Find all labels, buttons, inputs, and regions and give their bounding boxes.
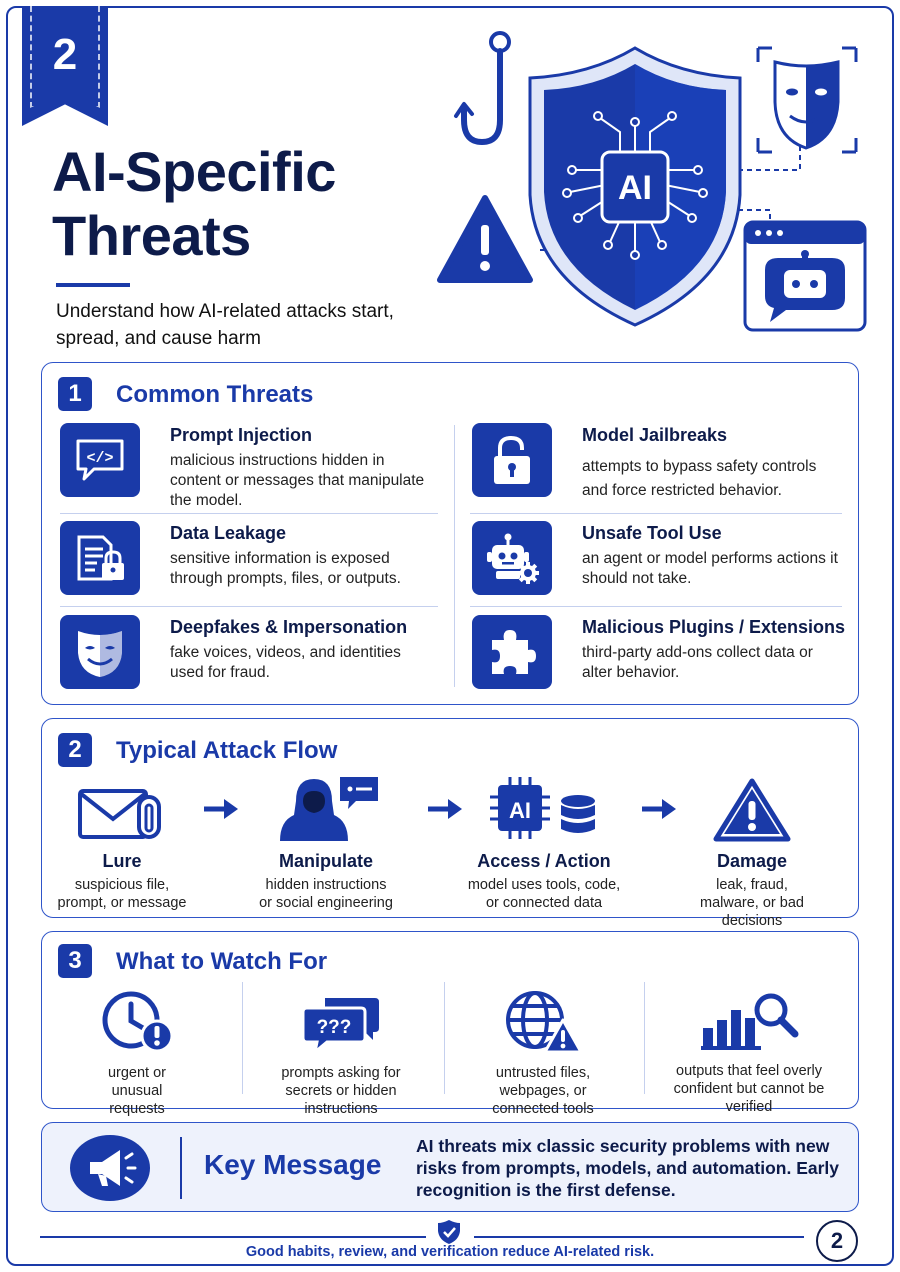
key-message-divider: [180, 1137, 182, 1199]
section-number: 1: [58, 377, 92, 411]
hero-illustration: [430, 20, 880, 340]
threat-name: Unsafe Tool Use: [582, 523, 722, 543]
common-threats-panel: [41, 362, 859, 705]
flow-step-description: model uses tools, code, or connected data: [467, 877, 621, 911]
envelope-attachment-icon: [77, 783, 167, 843]
watch-item-description: prompts asking for secrets or hidden instructions: [281, 1065, 401, 1117]
globe-warning-icon: [503, 990, 583, 1054]
key-message-panel: [41, 1122, 859, 1212]
threat-name: Data Leakage: [170, 523, 287, 543]
row-divider: [60, 513, 438, 514]
threat-name: Prompt Injection: [170, 425, 313, 445]
flow-step-description: hidden instructions or social engineering: [259, 877, 393, 911]
row-divider: [470, 606, 842, 607]
threat-name: Malicious Plugins / Extensions: [582, 617, 846, 637]
question-bubbles-icon: [301, 992, 381, 1054]
footer-rule-right: [474, 1236, 804, 1238]
svg-text:AI: AI: [509, 798, 531, 823]
threat-name: Deepfakes & Impersonation: [170, 617, 408, 637]
mask-icon: [758, 48, 856, 152]
threat-data-leakage: [60, 521, 440, 605]
watch-item-description: outputs that feel overly confident but cannot be verified: [673, 1063, 825, 1115]
flow-step-manipulate: [236, 769, 416, 912]
mask-icon: [60, 615, 140, 689]
document-lock-icon: [60, 521, 140, 595]
attack-flow-panel: [41, 718, 859, 929]
svg-text:AI: AI: [618, 169, 652, 207]
shield-icon: [530, 48, 740, 325]
flow-step-lure: [32, 769, 212, 912]
threat-prompt-injection: [60, 423, 440, 507]
robot-gear-icon: [472, 521, 552, 595]
watch-item-description: urgent or unusual requests: [107, 1065, 167, 1117]
code-chat-icon: [60, 423, 140, 497]
section-title: Typical Attack Flow: [116, 737, 338, 764]
warning-triangle-icon: [712, 777, 792, 843]
flow-step-label: Manipulate: [278, 851, 373, 871]
threat-description: fake voices, videos, and identities used for fraud.: [170, 644, 401, 681]
threat-model-jailbreaks: [472, 423, 852, 507]
warning-triangle-icon: [440, 198, 530, 280]
page-title: AI-Specific Threats: [52, 140, 336, 267]
flow-step-label: Access / Action: [477, 851, 611, 871]
watch-item-overconfident: [654, 982, 844, 1116]
row-divider: [470, 513, 842, 514]
page-number: 2: [816, 1220, 858, 1262]
key-message-text: AI threats mix classic security problems with new risks from prompts, models, and automation. Early recognition is the first defense.: [416, 1136, 840, 1200]
clock-alert-icon: [99, 990, 175, 1054]
threat-unsafe-tool-use: [472, 521, 852, 605]
column-divider: [242, 982, 243, 1094]
row-divider: [60, 606, 438, 607]
threat-description: malicious instructions hidden in content or messages that manipulate the model.: [170, 452, 425, 509]
threat-deepfakes: [60, 615, 440, 699]
footer-text: Good habits, review, and verification reduce AI-related risk.: [245, 1244, 655, 1260]
ai-chip-database-icon: [484, 773, 604, 843]
column-divider: [444, 982, 445, 1094]
column-divider: [644, 982, 645, 1094]
chart-magnifier-icon: [699, 990, 799, 1052]
fishing-hook-icon: [456, 33, 509, 142]
section-title: Common Threats: [116, 381, 314, 408]
watch-item-description: untrusted files, webpages, or connected tools: [492, 1065, 594, 1117]
browser-chatbot-icon: [745, 222, 865, 330]
unlocked-padlock-icon: [472, 423, 552, 497]
column-divider: [454, 425, 455, 687]
threat-description: an agent or model performs actions it should not take.: [582, 550, 838, 587]
chapter-number: 2: [52, 30, 78, 79]
section-number: 3: [58, 944, 92, 978]
section-title: What to Watch For: [116, 948, 328, 975]
flow-step-description: suspicious file, prompt, or message: [57, 877, 187, 911]
flow-step-label: Damage: [716, 851, 788, 871]
flow-step-damage: [662, 769, 842, 930]
flow-step-access-action: [454, 769, 634, 912]
title-underline: [56, 283, 130, 287]
watch-for-panel: [41, 931, 859, 1117]
watch-item-untrusted: [448, 984, 638, 1118]
flow-step-label: Lure: [102, 851, 142, 871]
page-subtitle: Understand how AI-related attacks start, spread, and cause harm: [56, 301, 394, 349]
threat-description: attempts to bypass safety controls and force restricted behavior.: [582, 458, 817, 499]
threat-description: third-party add-ons collect data or alter behavior.: [582, 644, 813, 681]
hooded-hacker-icon: [266, 773, 386, 843]
megaphone-icon: [68, 1134, 152, 1202]
watch-item-secrets: [246, 984, 436, 1118]
flow-step-description: leak, fraud, malware, or bad decisions: [700, 877, 804, 929]
key-message-title: Key Message: [204, 1149, 382, 1180]
puzzle-piece-icon: [472, 615, 552, 689]
watch-item-urgent: [42, 984, 232, 1118]
shield-check-icon: [436, 1218, 462, 1246]
svg-text:</>: </>: [86, 450, 114, 467]
threat-malicious-plugins: [472, 615, 852, 699]
threat-name: Model Jailbreaks: [582, 425, 728, 445]
svg-text:???: ???: [316, 1017, 352, 1038]
section-number: 2: [58, 733, 92, 767]
footer-rule-left: [40, 1236, 426, 1238]
threat-description: sensitive information is exposed through prompts, files, or outputs.: [170, 550, 401, 587]
